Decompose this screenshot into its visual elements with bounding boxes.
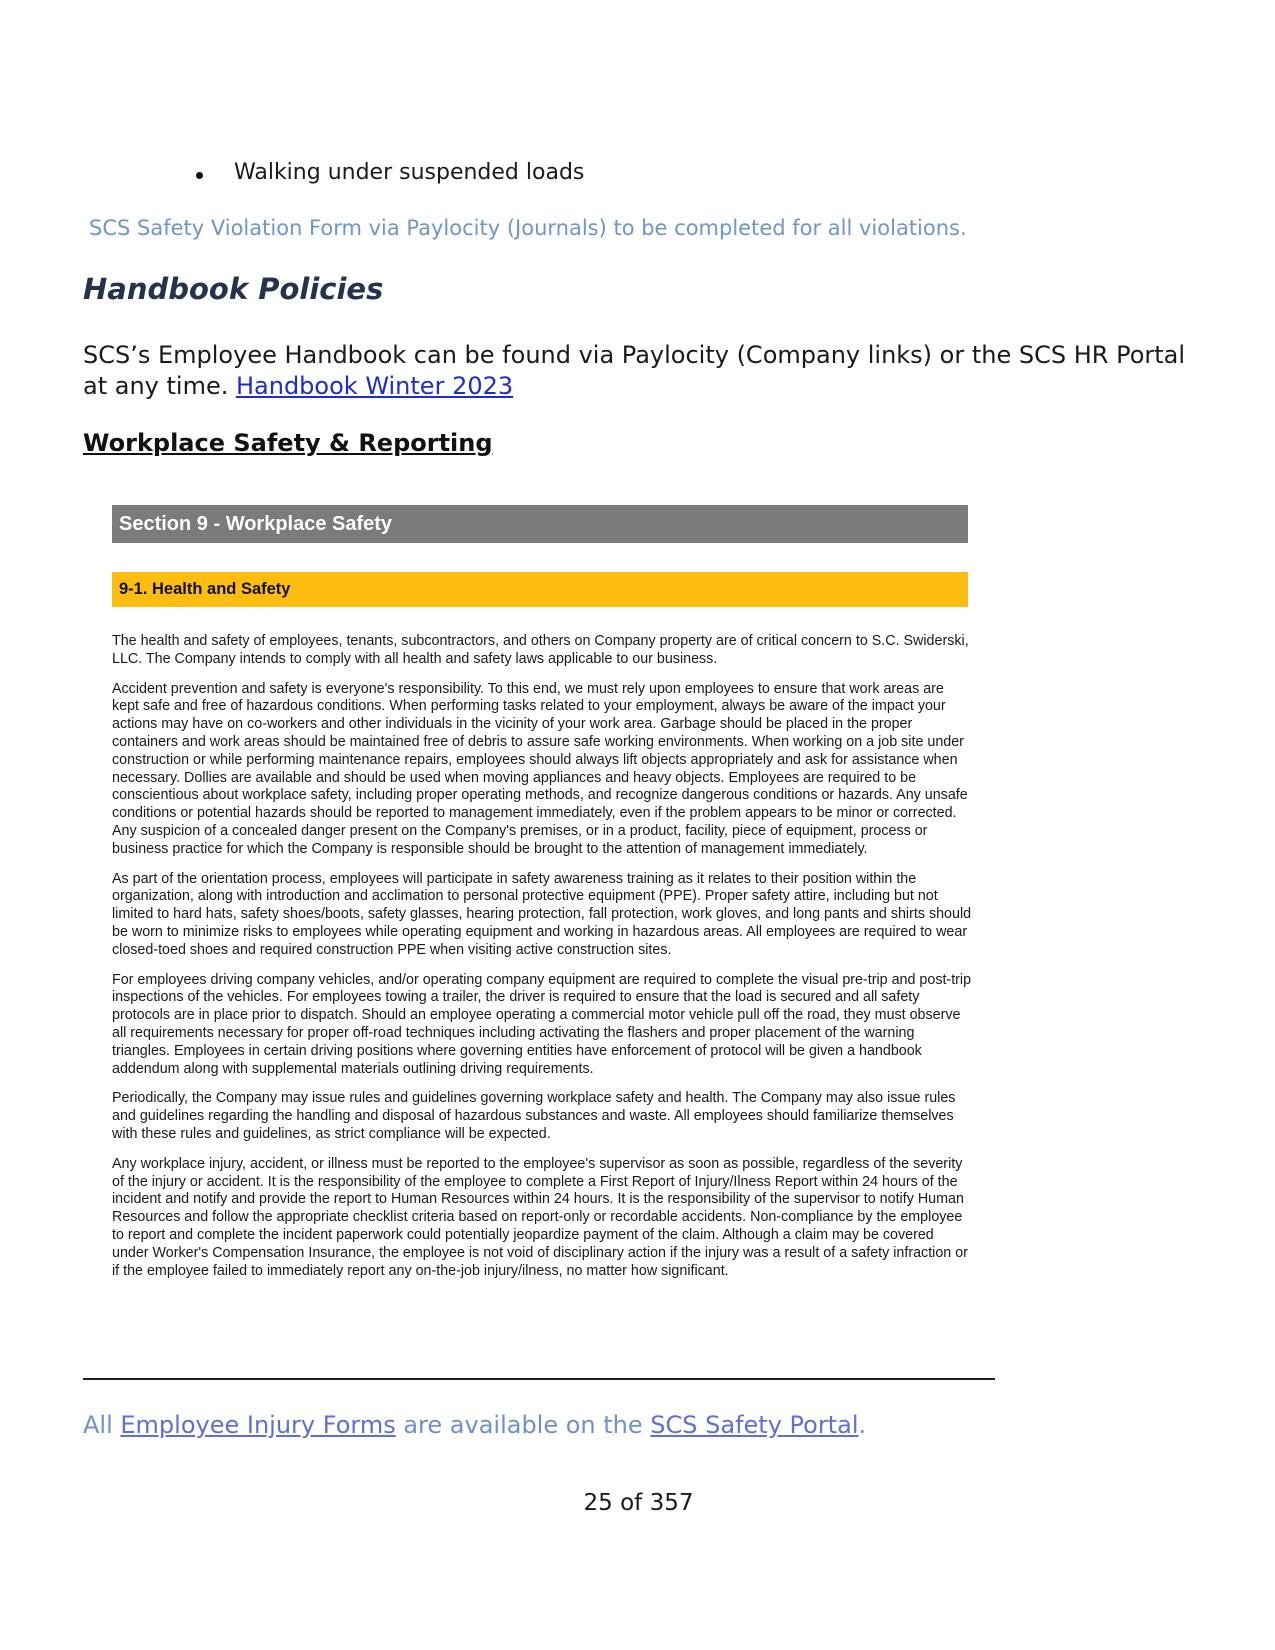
- divider-rule: [83, 1378, 995, 1380]
- forms-prefix: All: [83, 1411, 121, 1439]
- section-title-bar: Section 9 - Workplace Safety: [112, 505, 968, 543]
- handbook-policies-heading: Handbook Policies: [83, 272, 384, 306]
- handbook-paragraph: [83, 340, 1203, 402]
- excerpt-paragraph: For employees driving company vehicles, and/or operating company equipment are required to complete the visual pre-trip and post-trip inspections of the vehicles. For employees towing a trailer, the driver is required to ensure that the load is secured and all safety protocols are in place prior to dispatch. Should an employee operating a commercial motor vehicle pull off the road, they must observe all requirements necessary for proper off-road techniques including activating the flashers and proper placement of the warning triangles. Employees in certain driving positions where governing entities have enforcement of protocol will be given a handbook addendum along with supplemental materials outlining driving requirements.: [112, 971, 972, 1077]
- excerpt-paragraph: The health and safety of employees, tenants, subcontractors, and others on Company property are of critical concern to S.C. Swiderski, LLC. The Company intends to comply with all health and safety laws applicable to our business.: [112, 633, 969, 667]
- excerpt-paragraph: Periodically, the Company may issue rules and guidelines governing workplace safety and health. The Company may also issue rules and guidelines regarding the handling and disposal of hazardous substances and waste. All employees should familiarize themselves with these rules and guidelines, as strict compliance will be expected.: [112, 1090, 956, 1142]
- excerpt-paragraph: As part of the orientation process, employees will participate in safety awareness training as it relates to their position within the organization, along with introduction and acclimation to personal protective equipment (PPE). Proper safety attire, including but not limited to hard hats, safety shoes/boots, safety glasses, hearing protection, fall protection, work gloves, and long pants and shirts should be worn to minimize risks to employees while operating equipment and working in hazardous areas. All employees are required to wear closed-toed shoes and required construction PPE when visiting active construction sites.: [112, 870, 972, 958]
- excerpt-body: [112, 633, 974, 1280]
- bullet-text: Walking under suspended loads: [234, 160, 585, 185]
- forms-suffix: .: [858, 1411, 867, 1439]
- workplace-safety-heading: Workplace Safety & Reporting: [83, 429, 493, 457]
- handbook-paragraph-text: SCS’s Employee Handbook can be found via Paylocity (Company links) or the SCS HR Portal at any time.: [83, 341, 1186, 400]
- forms-middle: are available on the: [395, 1411, 651, 1439]
- employee-injury-forms-link[interactable]: Employee Injury Forms: [120, 1411, 396, 1439]
- handbook-link[interactable]: Handbook Winter 2023: [235, 372, 514, 400]
- violation-note: SCS Safety Violation Form via Paylocity (Journals) to be completed for all violations.: [89, 216, 967, 240]
- embedded-handbook-excerpt: [112, 505, 974, 1292]
- excerpt-paragraph: Any workplace injury, accident, or illness must be reported to the employee's supervisor as soon as possible, regardless of the severity of the injury or accident. It is the responsibility of the employee to complete a First Report of Injury/Ilness Report within 24 hours of the incident and notify and provide the report to Human Resources within 24 hours. It is the responsibility of the supervisor to notify Human Resources and follow the appropriate checklist criteria based on report-only or recordable accidents. Non-compliance by the employee to report and complete the incident paperwork could potentially jeopardize payment of the claim. Although a claim may be covered under Worker's Compensation Insurance, the employee is not void of disciplinary action if the injury was a result of a safety infraction or if the employee failed to immediately report any on-the-job injury/ilness, no matter how significant.: [112, 1155, 968, 1279]
- injury-forms-line: [83, 1411, 866, 1439]
- page-number: 25 of 357: [583, 1490, 694, 1516]
- bullet-dot-icon: [196, 172, 203, 179]
- safety-portal-link[interactable]: SCS Safety Portal: [650, 1411, 859, 1439]
- subsection-title-bar: 9-1. Health and Safety: [112, 572, 968, 607]
- excerpt-paragraph: Accident prevention and safety is everyone's responsibility. To this end, we must rely upon employees to ensure that work areas are kept safe and free of hazardous conditions. When performing tasks related to your employment, always be aware of the impact your actions may have on co-workers and other individuals in the vicinity of your work area. Garbage should be placed in the proper containers and work areas should be maintained free of debris to assure safe working environments. When working on a job site under construction or while performing maintenance repairs, employees should always lift objects appropriately and ask for assistance when necessary. Dollies are available and should be used when moving appliances and heavy objects. Employees are required to be conscientious about workplace safety, including proper operating methods, and recognize dangerous conditions or hazards. Any unsafe conditions or potential hazards should be reported to management immediately, even if the problem appears to be minor or corrected. Any suspicion of a concealed danger present on the Company's premises, or in a product, facility, piece of equipment, process or business practice for which the Company is responsible should be brought to the attention of management immediately.: [112, 680, 968, 857]
